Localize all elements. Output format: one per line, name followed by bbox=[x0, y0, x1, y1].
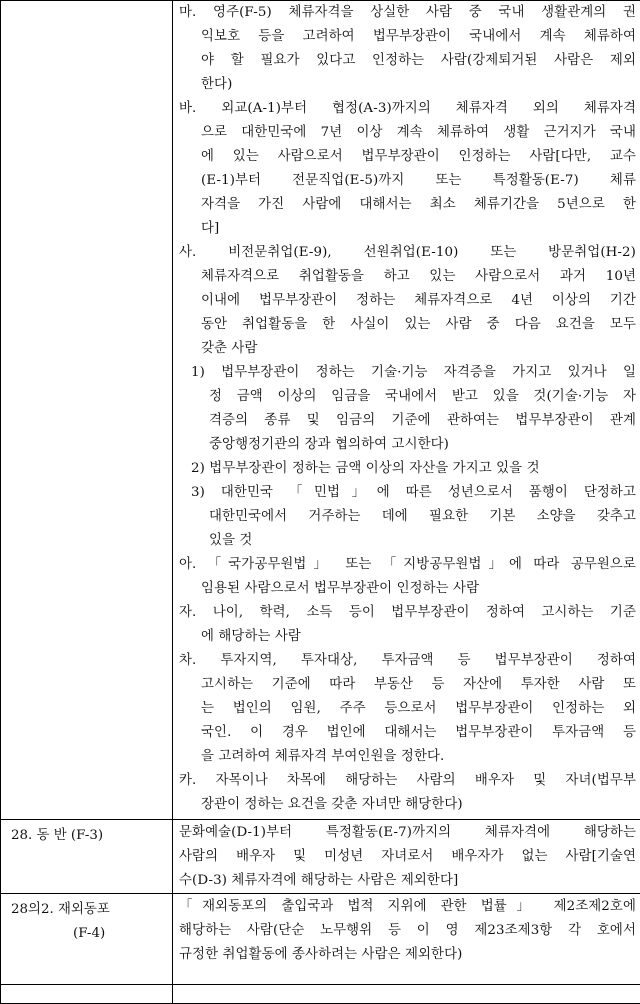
row-label: 28. 동 반 (F-3) bbox=[11, 824, 172, 848]
item-sa-line: 사. 비전문취업(E-9), 선원취업(E-10) 또는 방문취업(H-2) bbox=[179, 241, 636, 265]
table-row-next bbox=[1, 985, 640, 1004]
item-a-line: 아. 「국가공무원법」 또는 「지방공무원법」에 따라 공무원으로 bbox=[179, 553, 636, 577]
row-28-2-line: 규정한 취업활동에 종사하려는 사람은 제외한다) bbox=[179, 943, 636, 967]
item-cha-line: 차. 투자지역, 투자대상, 투자금액 등 법무부장관이 정하여 bbox=[179, 649, 636, 673]
item-ba-line: 다] bbox=[179, 217, 636, 241]
item-sa-3 bbox=[179, 481, 636, 553]
item-sa-3-line: 대한민국에서 거주하는 데에 필요한 기본 소양을 갖추고 bbox=[179, 505, 636, 529]
item-sa-1-line: 1) 법무부장관이 정하는 기술·기능 자격증을 가지고 있거나 일 bbox=[179, 361, 636, 385]
item-ma-line: 한다) bbox=[179, 73, 636, 97]
item-cha bbox=[179, 649, 636, 769]
item-ma-line: 익보호 등을 고려하여 법무부장관이 국내에서 계속 체류하여 bbox=[179, 25, 636, 49]
item-ma-line: 야 할 필요가 있다고 인정하는 사람(강제퇴거된 사람은 제외 bbox=[179, 49, 636, 73]
item-sa-line: 갖춘 사람 bbox=[179, 337, 636, 361]
item-cha-line: 을 고려하여 체류자격 부여인원을 정한다. bbox=[179, 745, 636, 769]
row-28-2-line: 「재외동포의 출입국과 법적 지위에 관한 법률」 제2조제2호에 bbox=[179, 895, 636, 919]
row-28-line: 사람의 배우자 및 미성년 자녀로서 배우자가 없는 사람[기술연 bbox=[179, 845, 636, 869]
item-ba bbox=[179, 97, 636, 241]
item-ba-line: 바. 외교(A-1)부터 협정(A-3)까지의 체류자격 외의 체류자격 bbox=[179, 97, 636, 121]
item-ja bbox=[179, 601, 636, 649]
item-ma-line: 마. 영주(F-5) 체류자격을 상실한 사람 중 국내 생활관계의 권 bbox=[179, 1, 636, 25]
item-a bbox=[179, 553, 636, 601]
item-sa bbox=[179, 241, 636, 361]
row-content-cell-empty bbox=[173, 985, 640, 1004]
item-sa-1-line: 정 금액 이상의 임금을 국내에서 받고 있을 것(기술·기능 자 bbox=[179, 385, 636, 409]
row-28-2-line: 해당하는 사람(단순 노무행위 등 이 영 제23조제3항 각 호에서 bbox=[179, 919, 636, 943]
item-cha-line: 는 법인의 임원, 주주 등으로서 법무부장관이 인정하는 외 bbox=[179, 697, 636, 721]
item-sa-3-line: 있을 것 bbox=[179, 529, 636, 553]
item-sa-3-line: 3) 대한민국 「민법」에 따른 성년으로서 품행이 단정하고 bbox=[179, 481, 636, 505]
item-cha-line: 국인. 이 경우 법인에 대해서는 법무부장관이 투자금액 등 bbox=[179, 721, 636, 745]
table-row-28 bbox=[1, 820, 640, 894]
row-label-cell bbox=[1, 894, 173, 985]
row-content-cell bbox=[173, 1, 640, 820]
item-ka-line: 장관이 정하는 요건을 갖춘 자녀만 해당한다) bbox=[179, 793, 636, 817]
item-ma bbox=[179, 1, 636, 97]
item-sa-line: 동안 취업활동을 한 사실이 있는 사람 중 다음 요건을 모두 bbox=[179, 313, 636, 337]
row-label-code: (F-4) bbox=[11, 922, 172, 946]
row-label-cell-empty bbox=[1, 985, 173, 1004]
item-ja-line: 에 해당하는 사람 bbox=[179, 625, 636, 649]
item-sa-1-line: 중앙행정기관의 장과 협의하여 고시한다) bbox=[179, 433, 636, 457]
row-label: 28의2. 재외동포 bbox=[11, 898, 172, 922]
item-sa-2-line: 2) 법무부장관이 정하는 금액 이상의 자산을 가지고 있을 것 bbox=[179, 457, 636, 481]
item-ba-line: (E-1)부터 전문직업(E-5)까지 또는 특정활동(E-7) 체류 bbox=[179, 169, 636, 193]
item-sa-1 bbox=[179, 361, 636, 457]
row-label-cell bbox=[1, 820, 173, 894]
item-ba-line: 자격을 가진 사람에 대해서는 최소 체류기간을 5년으로 한 bbox=[179, 193, 636, 217]
row-28-line: 문화예술(D-1)부터 특정활동(E-7)까지의 체류자격에 해당하는 bbox=[179, 821, 636, 845]
item-cha-line: 고시하는 기준에 따라 부동산 등 자산에 투자한 사람 또 bbox=[179, 673, 636, 697]
item-ka-line: 카. 자목이나 차목에 해당하는 사람의 배우자 및 자녀(법무부 bbox=[179, 769, 636, 793]
item-a-line: 임용된 사람으로서 법무부장관이 인정하는 사람 bbox=[179, 577, 636, 601]
row-label-cell-empty bbox=[1, 1, 173, 820]
item-sa-1-line: 격증의 종류 및 임금의 기준에 관하여는 법무부장관이 관계 bbox=[179, 409, 636, 433]
item-ba-line: 에 있는 사람으로서 법무부장관이 인정하는 사람[다만, 교수 bbox=[179, 145, 636, 169]
item-sa-line: 체류자격으로 취업활동을 하고 있는 사람으로서 과거 10년 bbox=[179, 265, 636, 289]
table-row-28-2 bbox=[1, 894, 640, 985]
row-content-cell bbox=[173, 820, 640, 894]
item-ka bbox=[179, 769, 636, 817]
item-sa-2 bbox=[179, 457, 636, 481]
table-row-27-continued bbox=[1, 1, 640, 820]
item-sa-line: 이내에 법무부장관이 정하는 체류자격으로 4년 이상의 기간 bbox=[179, 289, 636, 313]
item-ja-line: 자. 나이, 학력, 소득 등이 법무부장관이 정하여 고시하는 기준 bbox=[179, 601, 636, 625]
row-28-line: 수(D-3) 체류자격에 해당하는 사람은 제외한다] bbox=[179, 869, 636, 893]
row-content-cell bbox=[173, 894, 640, 985]
item-ba-line: 으로 대한민국에 7년 이상 계속 체류하여 생활 근거지가 국내 bbox=[179, 121, 636, 145]
